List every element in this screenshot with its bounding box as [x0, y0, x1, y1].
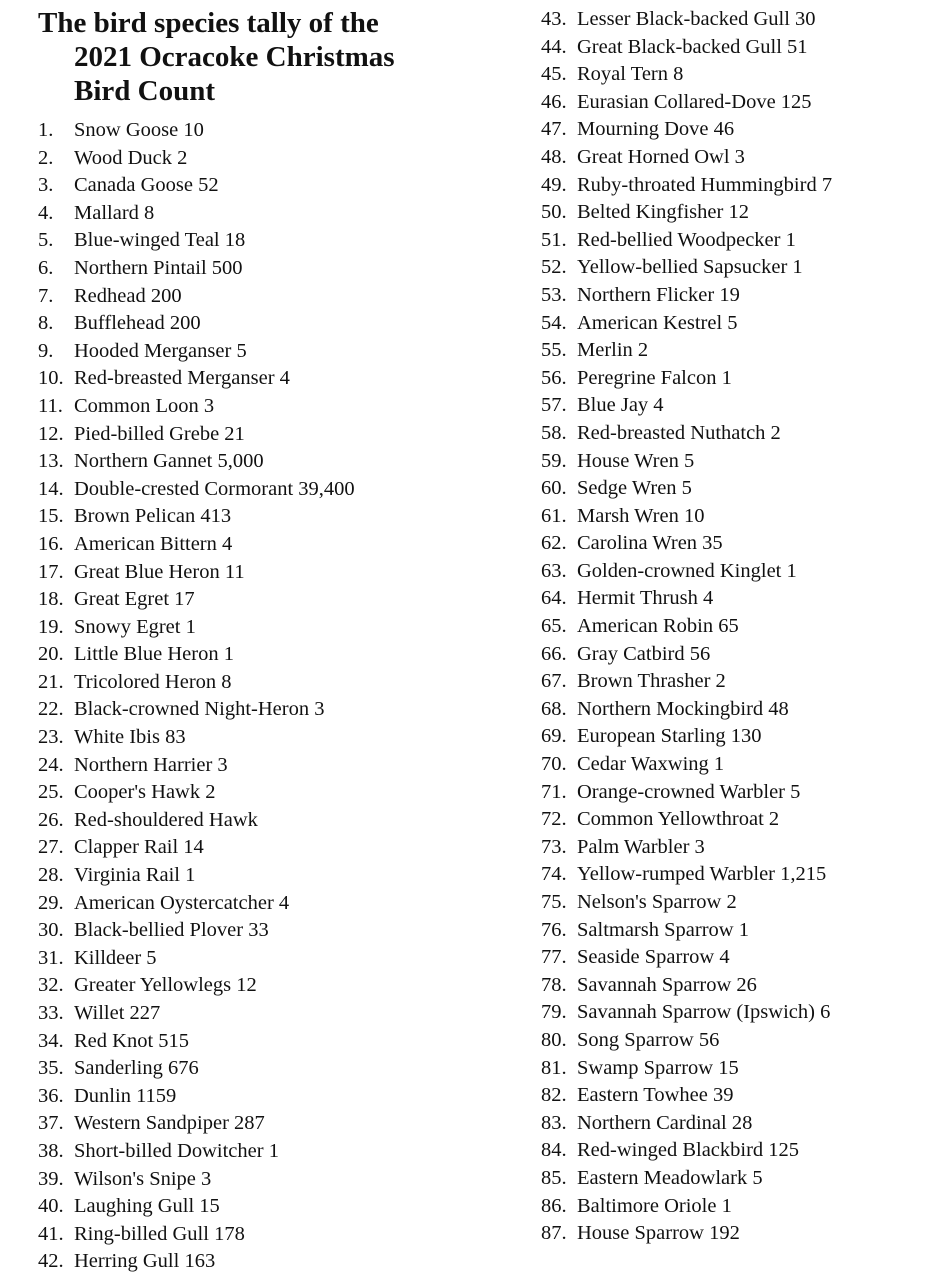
list-item-number: 32.	[38, 974, 64, 997]
list-item-number: 57.	[541, 394, 567, 417]
list-item-number: 72.	[541, 808, 567, 831]
species-name-count: Snow Goose 10	[74, 119, 204, 141]
species-name-count: Virginia Rail 1	[74, 864, 196, 887]
species-list-item	[541, 392, 921, 420]
species-list-item	[541, 834, 921, 862]
list-item-number: 8.	[38, 312, 54, 335]
list-item-number: 39.	[38, 1167, 64, 1190]
species-list-item	[541, 475, 921, 503]
species-list-item	[541, 558, 921, 586]
species-name-count: Redhead 200	[74, 284, 182, 307]
species-list-item	[541, 199, 921, 227]
list-item-number: 68.	[541, 697, 567, 720]
list-item-number: 52.	[541, 256, 567, 279]
list-item-number: 43.	[541, 8, 567, 30]
species-name-count: American Bittern 4	[74, 532, 233, 555]
species-name-count: Lesser Black-backed Gull 30	[577, 8, 816, 30]
species-list-item	[541, 889, 921, 917]
species-name-count: Brown Thrasher 2	[577, 670, 726, 693]
species-list-item	[38, 338, 508, 366]
list-item-number: 48.	[541, 145, 567, 168]
list-item-number: 23.	[38, 726, 64, 749]
species-list-right	[541, 6, 921, 1248]
species-name-count: Northern Pintail 500	[74, 256, 243, 279]
title-line-2: 2021 Ocracoke Christmas	[74, 41, 395, 73]
species-name-count: Mourning Dove 46	[577, 118, 735, 141]
species-list-item	[38, 117, 508, 145]
species-list-left	[38, 117, 508, 1276]
species-list-item	[541, 365, 921, 393]
species-name-count: Eastern Meadowlark 5	[577, 1166, 763, 1189]
species-list-item	[38, 614, 508, 642]
list-item-number: 78.	[541, 973, 567, 996]
list-item-number: 17.	[38, 560, 64, 583]
species-list-item	[541, 448, 921, 476]
species-list-item	[541, 668, 921, 696]
species-name-count: Northern Gannet 5,000	[74, 450, 264, 473]
list-item-number: 21.	[38, 670, 64, 693]
species-list-item	[38, 669, 508, 697]
species-name-count: Canada Goose 52	[74, 174, 219, 197]
list-item-number: 36.	[38, 1084, 64, 1107]
list-item-number: 27.	[38, 836, 64, 859]
list-item-number: 56.	[541, 366, 567, 389]
list-item-number: 54.	[541, 311, 567, 334]
species-name-count: Pied-billed Grebe 21	[74, 422, 245, 445]
species-name-count: Red-breasted Merganser 4	[74, 367, 290, 390]
species-list-item	[38, 1221, 508, 1249]
species-list-item	[541, 1137, 921, 1165]
list-item-number: 66.	[541, 642, 567, 665]
species-name-count: American Kestrel 5	[577, 311, 738, 334]
species-name-count: Short-billed Dowitcher 1	[74, 1139, 279, 1162]
species-name-count: Belted Kingfisher 12	[577, 201, 749, 224]
species-list-item	[541, 999, 921, 1027]
species-list-item	[38, 365, 508, 393]
list-item-number: 62.	[541, 532, 567, 555]
list-item-number: 1.	[38, 119, 54, 141]
species-name-count: Baltimore Oriole 1	[577, 1194, 732, 1217]
list-item-number: 80.	[541, 1028, 567, 1051]
list-item-number: 37.	[38, 1112, 64, 1135]
list-item-number: 33.	[38, 1002, 64, 1024]
list-item-number: 79.	[541, 1001, 567, 1024]
species-name-count: Great Black-backed Gull 51	[577, 35, 808, 58]
species-name-count: Savannah Sparrow 26	[577, 973, 757, 996]
species-list-item	[541, 34, 921, 62]
species-list-item	[541, 1220, 921, 1248]
list-item-number: 34.	[38, 1029, 64, 1052]
species-list-item	[541, 641, 921, 669]
species-list-item	[541, 6, 921, 34]
list-item-number: 55.	[541, 339, 567, 362]
species-name-count: Northern Cardinal 28	[577, 1111, 753, 1134]
species-list-item	[38, 145, 508, 173]
species-list-item	[38, 1000, 508, 1028]
document-title	[38, 6, 498, 108]
list-item-number: 59.	[541, 449, 567, 472]
species-list-item	[38, 503, 508, 531]
list-item-number: 40.	[38, 1195, 64, 1218]
species-name-count: Willet 227	[74, 1002, 161, 1024]
species-list-item	[38, 641, 508, 669]
species-name-count: Eastern Towhee 39	[577, 1084, 734, 1107]
species-name-count: Peregrine Falcon 1	[577, 366, 732, 389]
list-item-number: 69.	[541, 725, 567, 748]
list-item-number: 63.	[541, 559, 567, 582]
species-list-item	[541, 227, 921, 255]
species-list-item	[541, 1027, 921, 1055]
species-name-count: Sedge Wren 5	[577, 477, 692, 500]
list-item-number: 41.	[38, 1222, 64, 1245]
species-name-count: Blue-winged Teal 18	[74, 229, 246, 252]
species-name-count: Royal Tern 8	[577, 63, 684, 86]
species-name-count: Bufflehead 200	[74, 312, 201, 335]
species-name-count: Double-crested Cormorant 39,400	[74, 477, 355, 500]
species-list-item	[38, 752, 508, 780]
species-name-count: Cooper's Hawk 2	[74, 781, 216, 804]
list-item-number: 5.	[38, 229, 54, 252]
list-item-number: 31.	[38, 946, 64, 969]
species-name-count: Saltmarsh Sparrow 1	[577, 918, 749, 941]
species-list-item	[541, 944, 921, 972]
species-name-count: Clapper Rail 14	[74, 836, 204, 859]
species-name-count: Northern Mockingbird 48	[577, 697, 789, 720]
species-name-count: Mallard 8	[74, 201, 155, 224]
list-item-number: 87.	[541, 1222, 567, 1245]
list-item-number: 4.	[38, 201, 54, 224]
species-list-item	[38, 283, 508, 311]
species-name-count: Hooded Merganser 5	[74, 339, 247, 362]
species-list-item	[38, 1166, 508, 1194]
species-list-item	[38, 890, 508, 918]
list-item-number: 22.	[38, 698, 64, 721]
species-list-item	[38, 862, 508, 890]
list-item-number: 2.	[38, 146, 54, 169]
species-name-count: Yellow-rumped Warbler 1,215	[577, 863, 827, 886]
list-item-number: 46.	[541, 90, 567, 113]
species-list-item	[38, 807, 508, 835]
species-list-item	[541, 89, 921, 117]
list-item-number: 51.	[541, 228, 567, 251]
species-list-item	[38, 310, 508, 338]
species-name-count: Great Blue Heron 11	[74, 560, 245, 583]
list-item-number: 50.	[541, 201, 567, 224]
list-item-number: 83.	[541, 1111, 567, 1134]
list-item-number: 20.	[38, 643, 64, 666]
list-item-number: 29.	[38, 891, 64, 914]
list-item-number: 77.	[541, 946, 567, 969]
species-name-count: Eurasian Collared-Dove 125	[577, 90, 812, 113]
list-item-number: 6.	[38, 256, 54, 279]
species-list-item	[38, 1193, 508, 1221]
list-item-number: 65.	[541, 615, 567, 638]
species-name-count: Gray Catbird 56	[577, 642, 711, 665]
title-line-3: Bird Count	[74, 75, 216, 107]
list-item-number: 84.	[541, 1139, 567, 1162]
list-item-number: 14.	[38, 477, 64, 500]
species-list-item	[541, 116, 921, 144]
species-list-item	[38, 1138, 508, 1166]
species-name-count: Sanderling 676	[74, 1057, 199, 1080]
species-list-item	[38, 200, 508, 228]
list-item-number: 75.	[541, 891, 567, 913]
species-name-count: Merlin 2	[577, 339, 649, 362]
list-item-number: 26.	[38, 808, 64, 831]
species-name-count: European Starling 130	[577, 725, 762, 748]
species-list-item	[38, 531, 508, 559]
species-name-count: American Robin 65	[577, 615, 739, 638]
species-name-count: White Ibis 83	[74, 726, 186, 749]
species-list-item	[38, 834, 508, 862]
species-name-count: Palm Warbler 3	[577, 835, 705, 858]
list-item-number: 67.	[541, 670, 567, 693]
species-name-count: Little Blue Heron 1	[74, 643, 234, 666]
list-item-number: 28.	[38, 864, 64, 887]
species-list-item	[38, 779, 508, 807]
species-list-item	[38, 1248, 508, 1276]
list-item-number: 19.	[38, 615, 64, 638]
species-name-count: Ruby-throated Hummingbird 7	[577, 173, 833, 196]
species-list-item	[38, 227, 508, 255]
species-list-item	[38, 393, 508, 421]
species-name-count: House Wren 5	[577, 449, 695, 472]
list-item-number: 12.	[38, 422, 64, 445]
list-item-number: 30.	[38, 919, 64, 942]
species-name-count: Golden-crowned Kinglet 1	[577, 559, 797, 582]
species-name-count: Tricolored Heron 8	[74, 670, 232, 693]
species-list-item	[38, 1110, 508, 1138]
list-item-number: 11.	[38, 394, 63, 417]
species-list-item	[38, 1083, 508, 1111]
species-list-item	[541, 420, 921, 448]
list-item-number: 73.	[541, 835, 567, 858]
species-list-item	[541, 503, 921, 531]
species-name-count: Laughing Gull 15	[74, 1195, 220, 1218]
species-list-item	[38, 421, 508, 449]
list-item-number: 25.	[38, 781, 64, 804]
species-name-count: Western Sandpiper 287	[74, 1112, 265, 1135]
species-list-item	[38, 696, 508, 724]
list-item-number: 49.	[541, 173, 567, 196]
species-list-item	[541, 282, 921, 310]
list-item-number: 60.	[541, 477, 567, 500]
species-list-item	[541, 751, 921, 779]
list-item-number: 42.	[38, 1250, 64, 1273]
list-item-number: 35.	[38, 1057, 64, 1080]
species-list-item	[541, 585, 921, 613]
species-name-count: Cedar Waxwing 1	[577, 753, 725, 776]
species-list-item	[541, 806, 921, 834]
species-name-count: Killdeer 5	[74, 946, 157, 969]
species-name-count: Red Knot 515	[74, 1029, 190, 1052]
species-name-count: Orange-crowned Warbler 5	[577, 780, 801, 803]
species-list-item	[541, 723, 921, 751]
species-name-count: Common Loon 3	[74, 394, 215, 417]
species-name-count: Herring Gull 163	[74, 1250, 216, 1273]
list-item-number: 85.	[541, 1166, 567, 1189]
species-name-count: Wilson's Snipe 3	[74, 1167, 212, 1190]
species-name-count: Blue Jay 4	[577, 394, 664, 417]
list-item-number: 15.	[38, 505, 64, 528]
list-item-number: 82.	[541, 1084, 567, 1107]
species-list-item	[541, 861, 921, 889]
species-list-item	[541, 172, 921, 200]
species-name-count: Carolina Wren 35	[577, 532, 723, 555]
species-list-item	[38, 255, 508, 283]
species-list-item	[38, 172, 508, 200]
list-item-number: 86.	[541, 1194, 567, 1217]
species-list-item	[541, 1165, 921, 1193]
species-list-item	[541, 972, 921, 1000]
list-item-number: 45.	[541, 63, 567, 86]
list-item-number: 38.	[38, 1139, 64, 1162]
species-name-count: Ring-billed Gull 178	[74, 1222, 245, 1245]
species-list-item	[541, 530, 921, 558]
species-name-count: Red-shouldered Hawk	[74, 808, 258, 831]
list-item-number: 58.	[541, 421, 567, 444]
list-item-number: 13.	[38, 450, 64, 473]
species-list-item	[541, 1082, 921, 1110]
list-item-number: 53.	[541, 283, 567, 306]
list-item-number: 61.	[541, 504, 567, 527]
list-item-number: 76.	[541, 918, 567, 941]
title-line-1: The bird species tally of the	[38, 7, 379, 39]
species-list-item	[541, 779, 921, 807]
species-name-count: Swamp Sparrow 15	[577, 1056, 739, 1079]
species-list-item	[38, 972, 508, 1000]
species-list-item	[541, 254, 921, 282]
species-list-item	[38, 586, 508, 614]
species-list-item	[541, 61, 921, 89]
species-name-count: Marsh Wren 10	[577, 504, 705, 527]
species-list-item	[541, 1055, 921, 1083]
species-name-count: Yellow-bellied Sapsucker 1	[577, 256, 803, 279]
list-item-number: 18.	[38, 588, 64, 611]
list-item-number: 9.	[38, 339, 54, 362]
species-name-count: House Sparrow 192	[577, 1222, 740, 1245]
species-name-count: Nelson's Sparrow 2	[577, 891, 737, 913]
list-item-number: 47.	[541, 118, 567, 141]
species-list-item	[38, 559, 508, 587]
list-item-number: 7.	[38, 284, 54, 307]
list-item-number: 44.	[541, 35, 567, 58]
species-name-count: American Oystercatcher 4	[74, 891, 290, 914]
list-item-number: 81.	[541, 1056, 567, 1079]
species-list-item	[541, 1193, 921, 1221]
list-item-number: 10.	[38, 367, 64, 390]
species-list-item	[38, 945, 508, 973]
list-item-number: 74.	[541, 863, 567, 886]
species-list-item	[541, 613, 921, 641]
species-list-item	[541, 917, 921, 945]
species-name-count: Great Egret 17	[74, 588, 195, 611]
species-list-item	[541, 144, 921, 172]
species-name-count: Seaside Sparrow 4	[577, 946, 730, 969]
species-name-count: Black-bellied Plover 33	[74, 919, 269, 942]
species-name-count: Dunlin 1159	[74, 1084, 177, 1107]
species-name-count: Black-crowned Night-Heron 3	[74, 698, 325, 721]
species-name-count: Brown Pelican 413	[74, 505, 232, 528]
species-name-count: Hermit Thrush 4	[577, 587, 714, 610]
species-list-item	[541, 310, 921, 338]
species-name-count: Snowy Egret 1	[74, 615, 196, 638]
species-name-count: Great Horned Owl 3	[577, 145, 745, 168]
species-name-count: Red-winged Blackbird 125	[577, 1139, 800, 1162]
species-name-count: Red-breasted Nuthatch 2	[577, 421, 781, 444]
list-item-number: 16.	[38, 532, 64, 555]
species-name-count: Song Sparrow 56	[577, 1028, 720, 1051]
species-name-count: Common Yellowthroat 2	[577, 808, 780, 831]
species-name-count: Red-bellied Woodpecker 1	[577, 228, 796, 251]
species-list-item	[541, 696, 921, 724]
list-item-number: 70.	[541, 753, 567, 776]
list-item-number: 3.	[38, 174, 54, 197]
species-name-count: Northern Flicker 19	[577, 283, 740, 306]
species-list-item	[38, 1055, 508, 1083]
species-list-item	[541, 1110, 921, 1138]
species-list-item	[38, 448, 508, 476]
species-list-item	[38, 1028, 508, 1056]
species-list-item	[38, 476, 508, 504]
species-name-count: Greater Yellowlegs 12	[74, 974, 257, 997]
list-item-number: 24.	[38, 753, 64, 776]
species-name-count: Northern Harrier 3	[74, 753, 228, 776]
species-name-count: Savannah Sparrow (Ipswich) 6	[577, 1001, 831, 1024]
list-item-number: 71.	[541, 780, 567, 803]
species-list-item	[38, 917, 508, 945]
species-list-item	[38, 724, 508, 752]
list-item-number: 64.	[541, 587, 567, 610]
species-list-item	[541, 337, 921, 365]
species-name-count: Wood Duck 2	[74, 146, 188, 169]
